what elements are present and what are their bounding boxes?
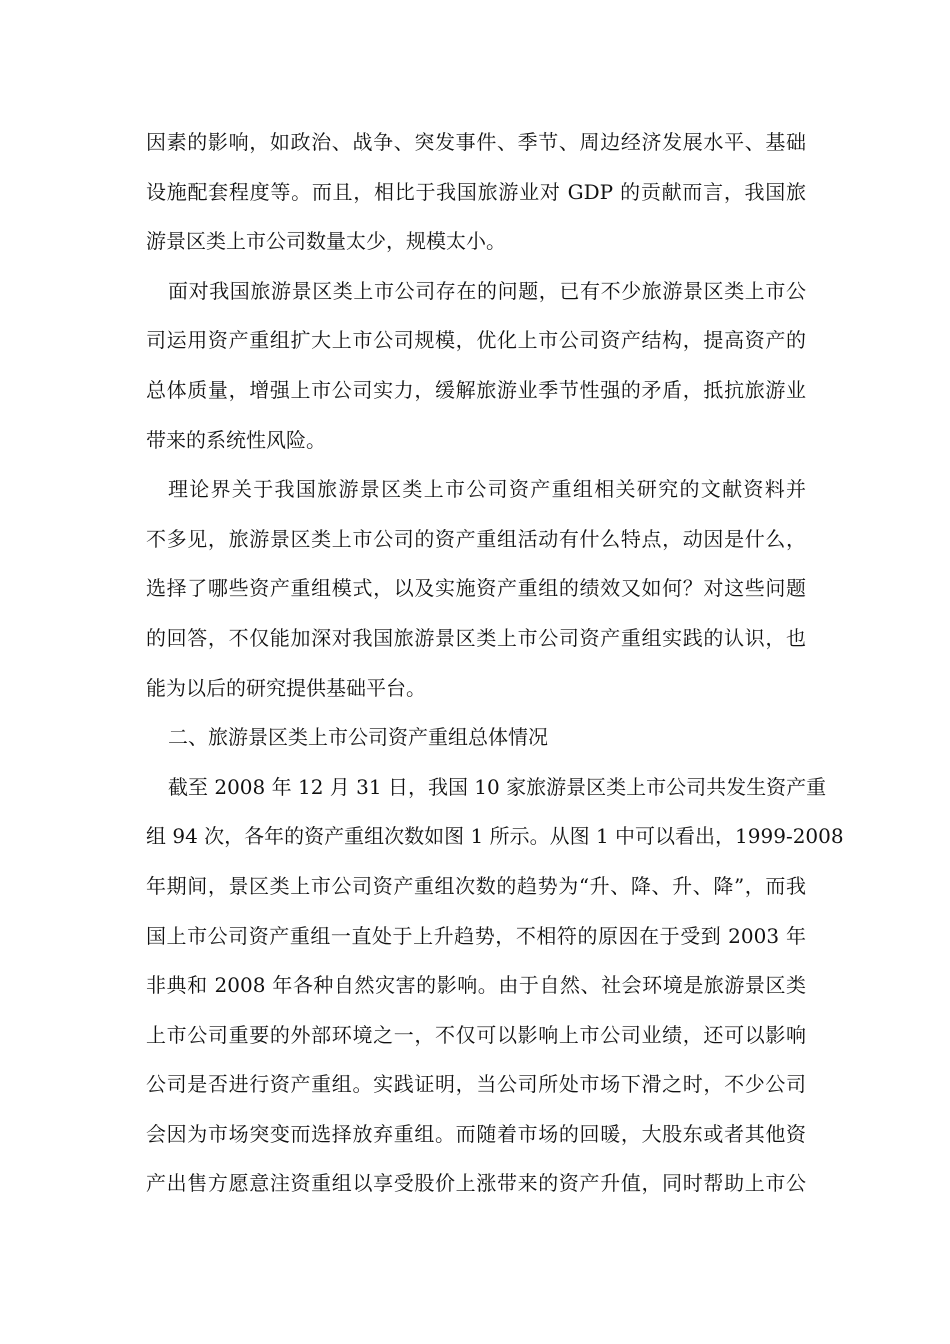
text-line: 司运用资产重组扩大上市公司规模，优化上市公司资产结构，提高资产的 [146,328,806,353]
text-line: 公司是否进行资产重组。实践证明，当公司所处市场下滑之时，不少公司 [146,1072,806,1097]
text-line: 游景区类上市公司数量太少，规模太小。 [146,229,506,254]
text-line: 的回答，不仅能加深对我国旅游景区类上市公司资产重组实践的认识，也 [146,625,806,650]
section-heading [146,713,806,763]
text-line: 截至 2008 年 12 月 31 日，我国 10 家旅游景区类上市公司共发生资产重 [168,774,827,799]
document-page [146,118,844,1209]
text-line: 设施配套程度等。而且，相比于我国旅游业对 GDP 的贡献而言，我国旅 [146,179,806,204]
paragraph [146,118,806,267]
paragraph [146,267,806,465]
paragraph [146,465,806,713]
text-line: 因素的影响，如政治、战争、突发事件、季节、周边经济发展水平、基础 [146,130,806,154]
text-line: 组 94 次，各年的资产重组次数如图 1 所示。从图 1 中可以看出，1999-2008 [146,824,844,849]
text-line: 会因为市场突变而选择放弃重组。而随着市场的回暖，大股东或者其他资 [146,1121,806,1146]
text-line: 总体质量，增强上市公司实力，缓解旅游业季节性强的矛盾，抵抗旅游业 [146,377,806,402]
text-line: 非典和 2008 年各种自然灾害的影响。由于自然、社会环境是旅游景区类 [146,973,806,998]
text-line: 能为以后的研究提供基础平台。 [146,675,426,700]
text-line: 上市公司重要的外部环境之一，不仅可以影响上市公司业绩，还可以影响 [146,1022,806,1047]
text-line: 选择了哪些资产重组模式，以及实施资产重组的绩效又如何？对这些问题 [146,576,806,601]
text-line: 国上市公司资产重组一直处于上升趋势，不相符的原因在于受到 2003 年 [146,923,806,948]
heading-text: 二、旅游景区类上市公司资产重组总体情况 [168,725,548,750]
paragraph [146,763,844,1209]
text-line: 不多见，旅游景区类上市公司的资产重组活动有什么特点，动因是什么， [146,526,806,551]
text-line: 产出售方愿意注资重组以享受股价上涨带来的资产升值，同时帮助上市公 [146,1171,806,1196]
text-line: 面对我国旅游景区类上市公司存在的问题，已有不少旅游景区类上市公 [168,278,806,303]
text-line: 带来的系统性风险。 [146,427,326,452]
text-line: 理论界关于我国旅游景区类上市公司资产重组相关研究的文献资料并 [168,477,806,502]
text-line: 年期间，景区类上市公司资产重组次数的趋势为“升、降、升、降”，而我 [146,873,806,898]
